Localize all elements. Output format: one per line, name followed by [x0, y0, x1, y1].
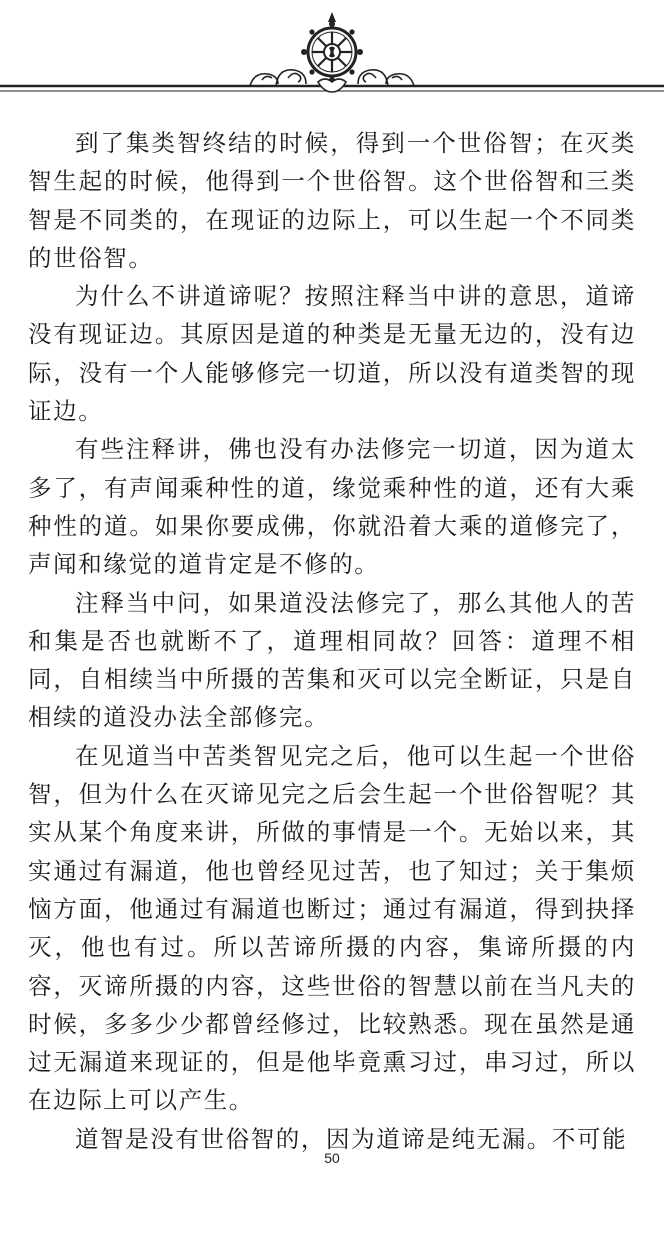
page-header-ornament [0, 0, 664, 110]
paragraph: 有些注释讲，佛也没有办法修完一切道，因为道太多了，有声闻乘种性的道，缘觉乘种性的道，还有大乘种性的道。如果你要成佛，你就沿着大乘的道修完了，声闻和缘觉的道肯定是不修的。 [28, 435, 636, 579]
page-body [28, 124, 636, 1158]
paragraph: 到了集类智终结的时候，得到一个世俗智；在灭类智生起的时候，他得到一个世俗智。这个世俗智和三类智是不同类的，在现证的边际上，可以生起一个不同类的世俗智。 [28, 129, 636, 272]
paragraph: 为什么不讲道谛呢？按照注释当中讲的意思，道谛没有现证边。其原因是道的种类是无量无边的，没有边际，没有一个人能够修完一切道，所以没有道类智的现证边。 [28, 282, 636, 426]
left-cloud-ornament [250, 70, 306, 86]
dharma-wheel-icon [0, 0, 664, 110]
page-number: 50 [324, 1150, 340, 1166]
paragraph: 道智是没有世俗智的，因为道谛是纯无漏。不可能 [75, 1124, 628, 1153]
paragraph: 注释当中问，如果道没法修完了，那么其他人的苦和集是否也就断不了，道理相同故？回答：道理不相同，自相续当中所摄的苦集和灭可以完全断证，只是自相续的道没办法全部修完。 [28, 588, 636, 732]
right-cloud-ornament [358, 70, 414, 86]
paragraph: 在见道当中苦类智见完之后，他可以生起一个世俗智，但为什么在灭谛见完之后会生起一个世俗智呢？其实从某个角度来讲，所做的事情是一个。无始以来，其实通过有漏道，他也曾经见过苦，也了知过；关于集烦恼方面，他通过有漏道也断过；通过有漏道，得到抉择灭，他也有过。所以苦谛所摄的内容，集谛所摄的内容，灭谛所摄的内容，这些世俗的智慧以前在当凡夫的时候，多多少少都曾经修过，比较熟悉。现在虽然是通过无漏道来现证的，但是他毕竟熏习过，串习过，所以在边际上可以产生。 [28, 741, 636, 1115]
